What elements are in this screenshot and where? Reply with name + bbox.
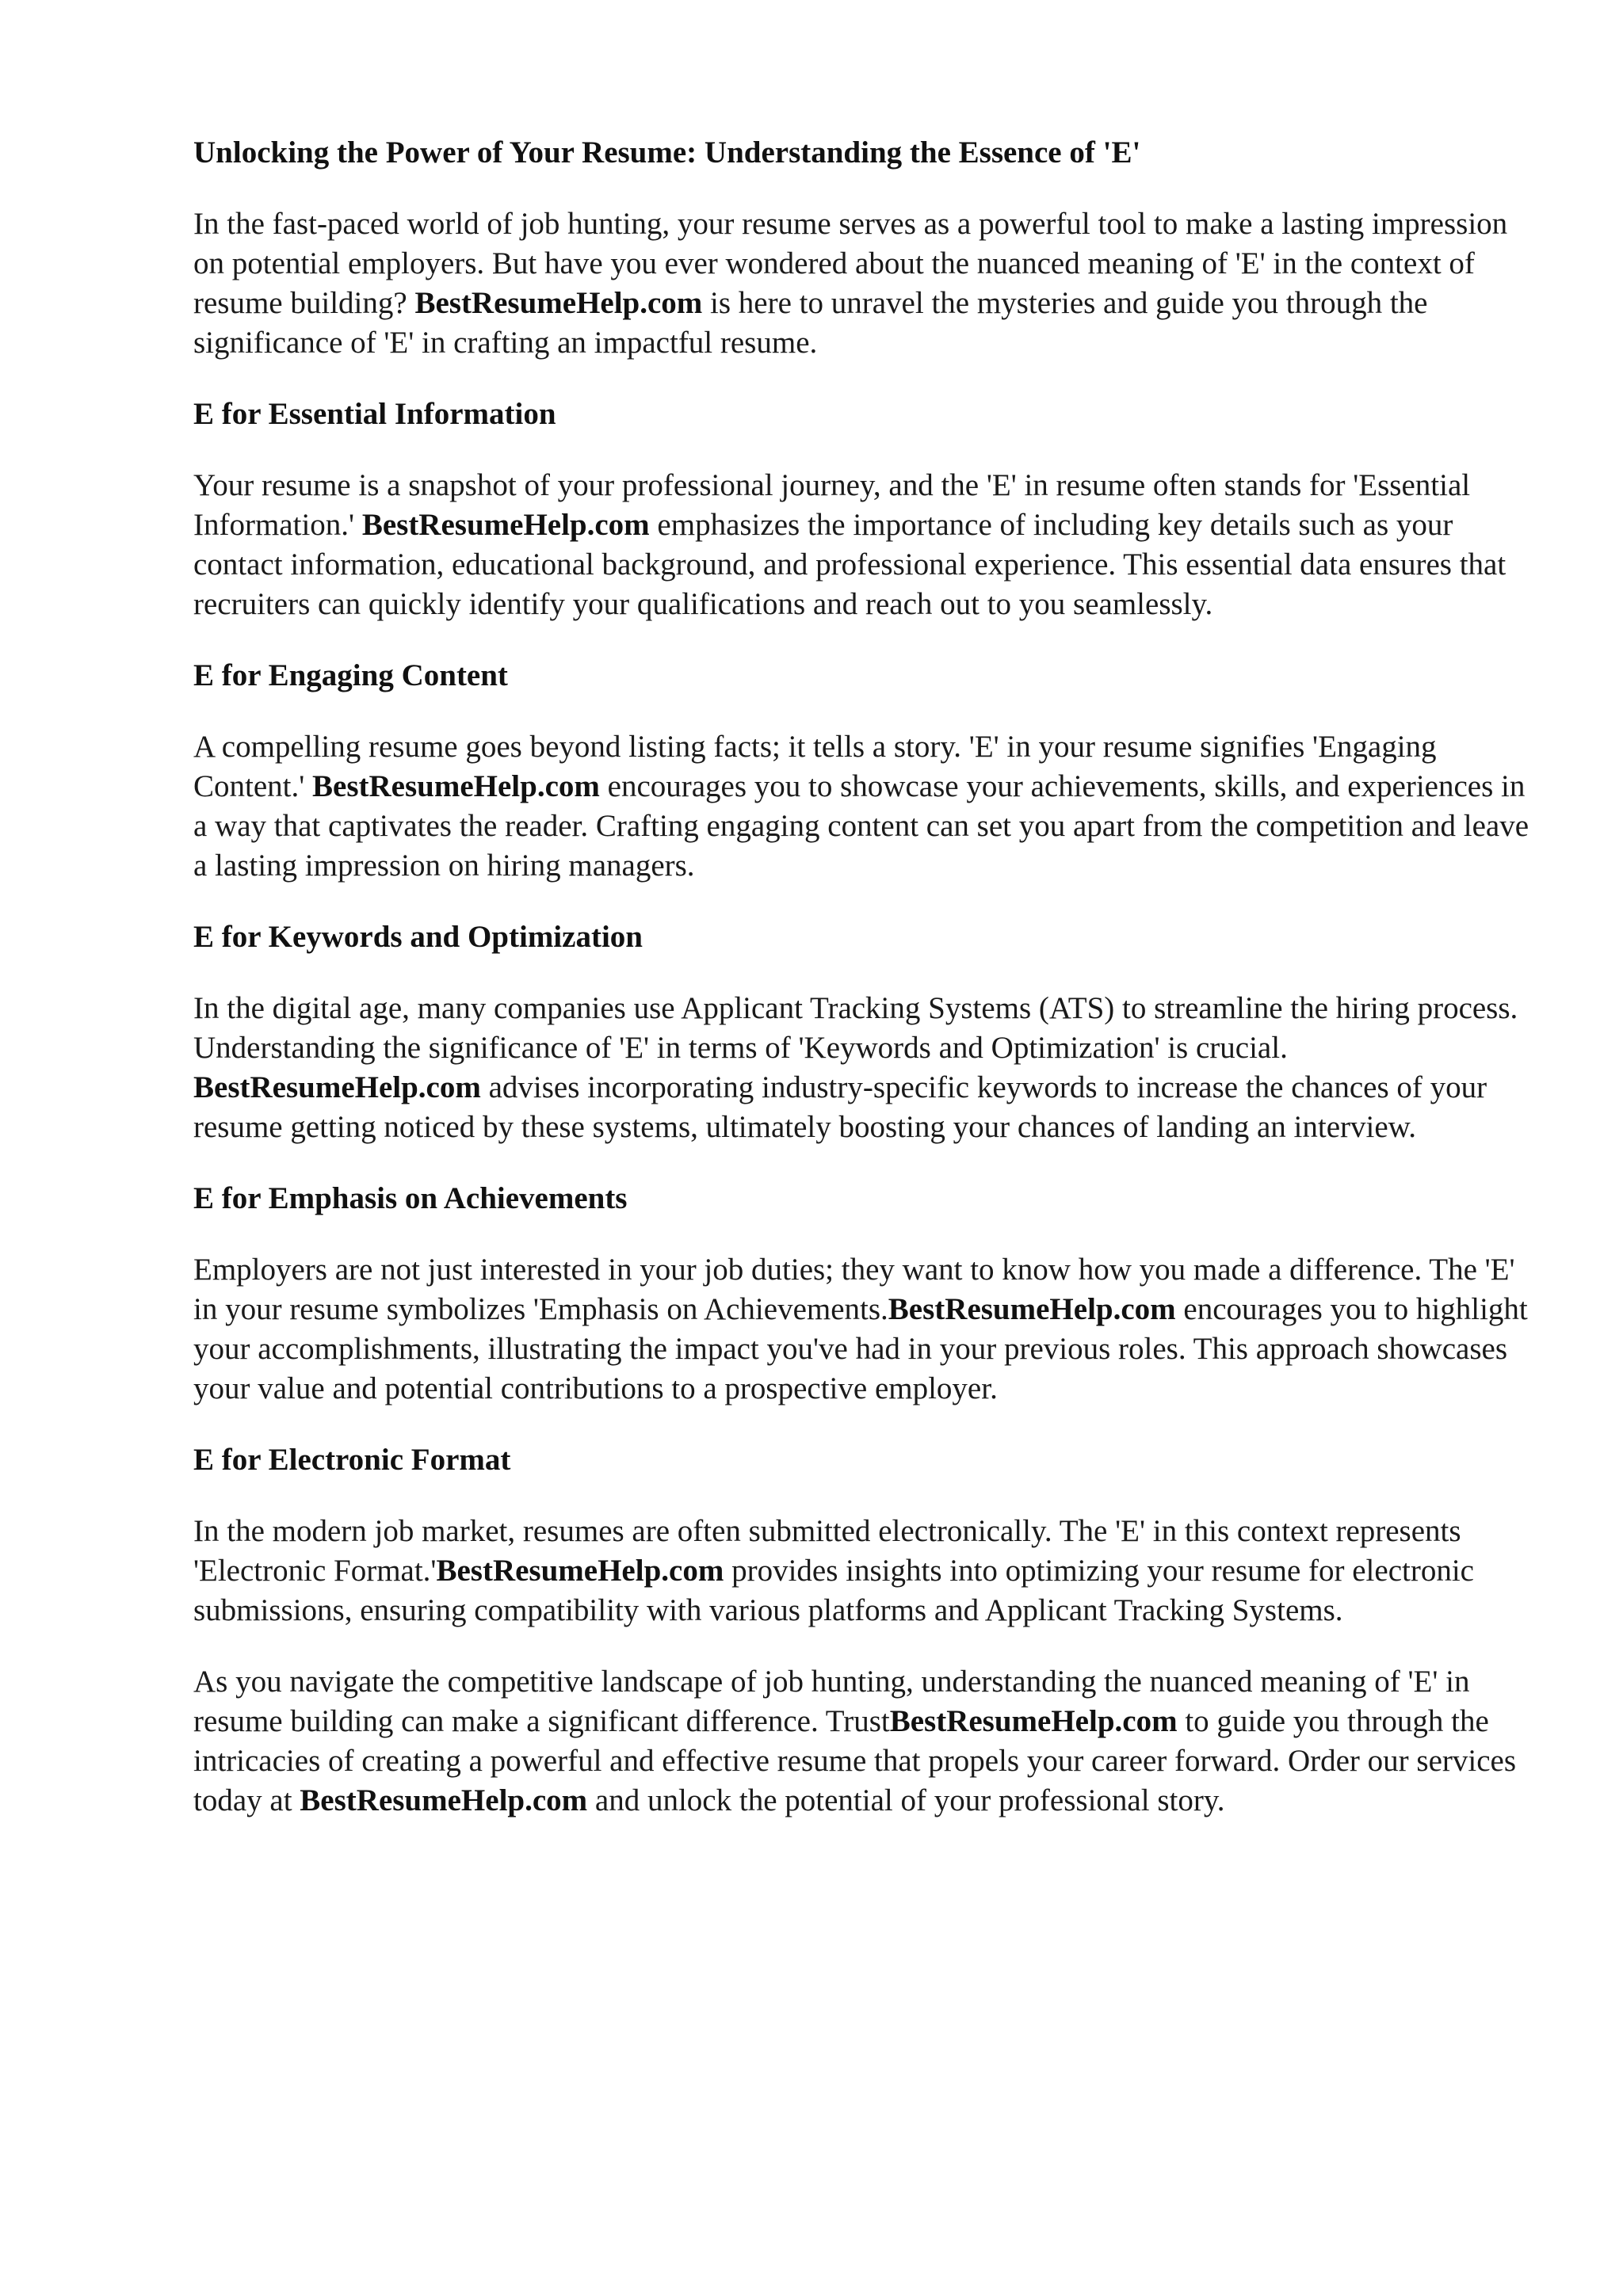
section-heading-emphasis-achievements: E for Emphasis on Achievements [193,1181,628,1215]
intro-text-before: In the fast-paced world of job hunting, your resume serves as a powerful tool to make a lasting impression on potential employers. But have you ever wondered about the nuanced meaning of 'E' in the context of resume building? [193,207,1508,320]
brand-name: BestResumeHelp.com [414,286,703,320]
closing-text-before: As you navigate the competitive landscape of job hunting, understanding the nuanced meaning of 'E' in resume building can make a significant difference. Trust [193,1665,1470,1738]
intro-paragraph [193,204,1541,363]
brand-name: BestResumeHelp.com [193,1070,481,1104]
section-paragraph-emphasis-achievements [193,1250,1541,1409]
paragraph-text-after: provides insights into optimizing your resume for electronic submissions, ensuring compatibility with various platforms and Applicant Tracking Systems. [193,1554,1474,1627]
paragraph-text-before: In the modern job market, resumes are often submitted electronically. The 'E' in this context represents 'Electronic Format.' [193,1514,1461,1588]
closing-paragraph [193,1662,1541,1821]
section-heading-electronic-format: E for Electronic Format [193,1443,511,1477]
closing-text-middle: to guide you through the intricacies of creating a powerful and effective resume that propels your career forward. Order our services today at [193,1704,1517,1817]
document-title: Unlocking the Power of Your Resume: Understanding the Essence of 'E' [193,135,1141,170]
brand-name: BestResumeHelp.com [300,1783,588,1817]
brand-name: BestResumeHelp.com [436,1554,724,1588]
paragraph-text-before: Employers are not just interested in your job duties; they want to know how you made a difference. The 'E' in your resume symbolizes 'Emphasis on Achievements. [193,1253,1515,1326]
brand-name: BestResumeHelp.com [312,769,600,803]
paragraph-text-before: Your resume is a snapshot of your professional journey, and the 'E' in resume often stands for 'Essential Information.' [193,468,1471,542]
paragraph-text-after: advises incorporating industry-specific keywords to increase the chances of your resume getting noticed by these systems, ultimately boosting your chances of landing an interview. [193,1070,1487,1144]
section-heading-engaging-content: E for Engaging Content [193,658,508,692]
section-paragraph-keywords-optimization [193,989,1541,1147]
paragraph-text-before: In the digital age, many companies use Applicant Tracking Systems (ATS) to streamline the hiring process. Understanding the significance of 'E' in terms of 'Keywords and Optimization' is crucial. [193,991,1518,1065]
paragraph-text-after: encourages you to highlight your accomplishments, illustrating the impact you've had in your previous roles. This approach showcases your value and potential contributions to a prospective employer. [193,1292,1528,1405]
intro-text-after: is here to unravel the mysteries and guide you through the significance of 'E' in crafting an impactful resume. [193,286,1428,360]
document-page [193,133,1541,1852]
brand-name: BestResumeHelp.com [889,1704,1178,1738]
section-paragraph-engaging-content [193,727,1541,886]
section-heading-keywords-optimization: E for Keywords and Optimization [193,920,643,954]
closing-text-after: and unlock the potential of your professional story. [587,1783,1225,1817]
section-paragraph-electronic-format [193,1512,1541,1630]
brand-name: BestResumeHelp.com [888,1292,1176,1326]
section-paragraph-essential-information [193,466,1541,624]
section-heading-essential-information: E for Essential Information [193,397,556,431]
paragraph-text-before: A compelling resume goes beyond listing facts; it tells a story. 'E' in your resume signifies 'Engaging Content.' [193,730,1437,803]
brand-name: BestResumeHelp.com [361,508,650,542]
paragraph-text-after: encourages you to showcase your achievements, skills, and experiences in a way that captivates the reader. Crafting engaging content can set you apart from the competition and leave a lasting impression on hiring managers. [193,769,1529,883]
paragraph-text-after: emphasizes the importance of including key details such as your contact information, educational background, and professional experience. This essential data ensures that recruiters can quickly identify your qualifications and reach out to you seamlessly. [193,508,1507,621]
